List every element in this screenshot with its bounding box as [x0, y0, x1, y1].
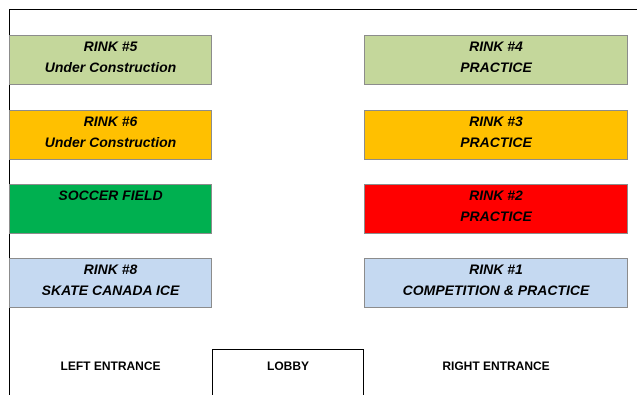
rink-1-title: RINK #1 — [469, 261, 523, 277]
rink-2 — [364, 184, 628, 234]
rink-4 — [364, 35, 628, 85]
soccer-field — [9, 184, 212, 234]
left-entrance-label: LEFT ENTRANCE — [60, 359, 161, 373]
soccer-field-title: SOCCER FIELD — [58, 187, 163, 203]
rink-5-status: Under Construction — [44, 59, 177, 75]
rink-4-title: RINK #4 — [469, 38, 523, 54]
rink-6 — [9, 110, 212, 160]
rink-3-status: PRACTICE — [460, 134, 532, 150]
rink-1 — [364, 258, 628, 308]
rink-8 — [9, 258, 212, 308]
rink-6-title: RINK #6 — [83, 113, 138, 129]
rink-2-title: RINK #2 — [469, 187, 523, 203]
rink-3-title: RINK #3 — [469, 113, 523, 129]
building-top-wall — [9, 9, 637, 10]
rink-8-status: SKATE CANADA ICE — [41, 282, 180, 298]
lobby — [212, 349, 364, 395]
rink-2-status: PRACTICE — [460, 208, 532, 224]
rink-6-status: Under Construction — [44, 134, 177, 150]
rink-4-status: PRACTICE — [460, 59, 532, 75]
rink-5 — [9, 35, 212, 85]
rink-3 — [364, 110, 628, 160]
right-entrance-label: RIGHT ENTRANCE — [442, 359, 550, 373]
rink-8-title: RINK #8 — [83, 261, 138, 277]
rink-5-title: RINK #5 — [83, 38, 138, 54]
lobby-label: LOBBY — [267, 359, 309, 373]
rink-1-status: COMPETITION & PRACTICE — [402, 282, 590, 298]
